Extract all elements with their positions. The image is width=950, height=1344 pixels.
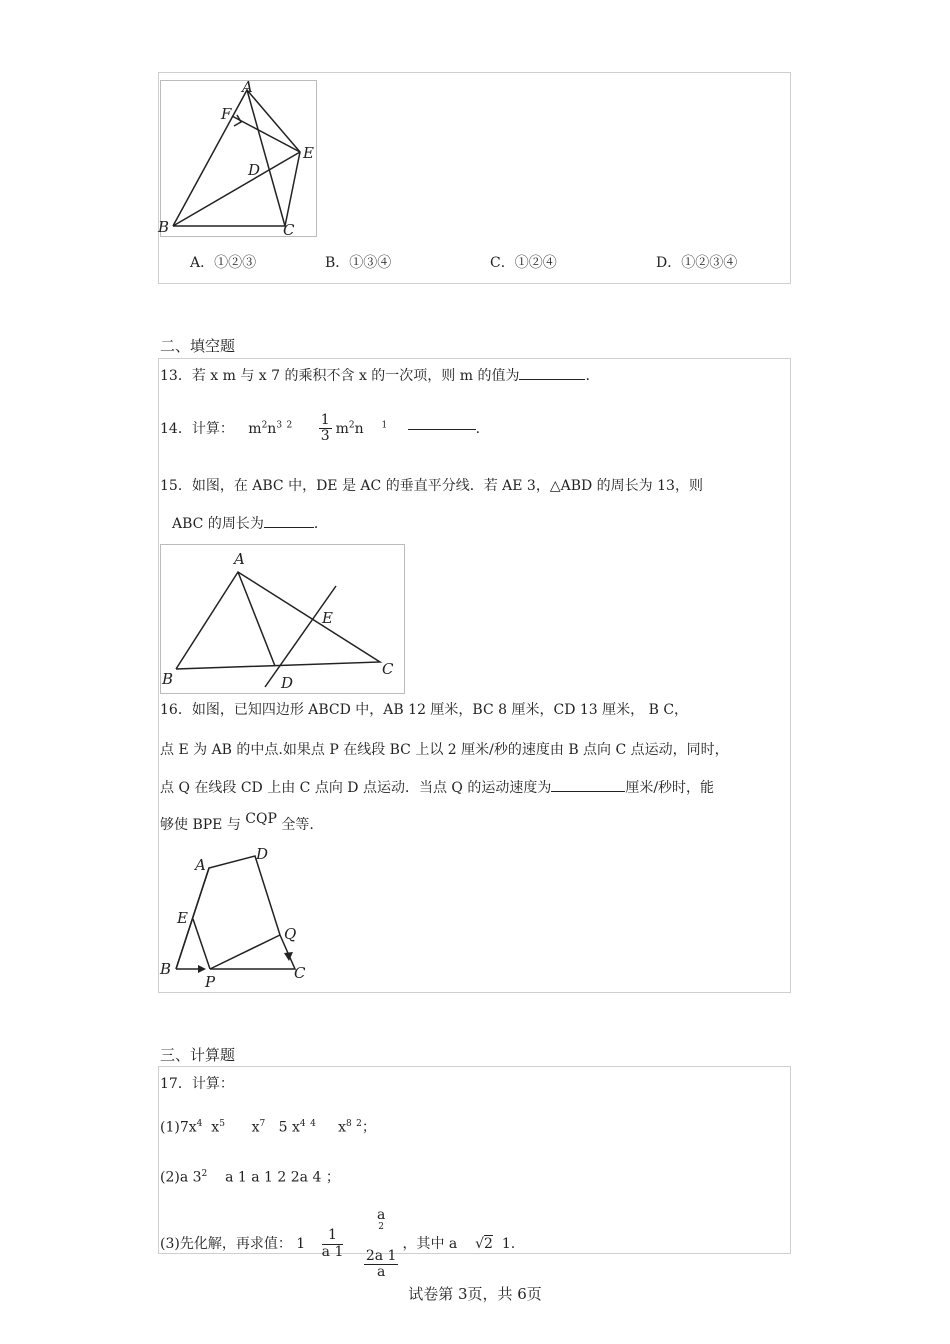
label-Q: Q (284, 925, 297, 943)
q17-fraction2: a 2 2a 1 a (365, 1207, 397, 1281)
q14-expr2: $m^2n$ $^1$ (335, 420, 388, 438)
label-E: E (303, 144, 314, 162)
q17-part3: (3)先化解，再求值： 1 $\frac{1}{a 1}$ a 2 2a 1 a ，其中 a √2 1. (160, 1207, 516, 1281)
label-A: A (195, 856, 206, 874)
q16-line4: 够使 BPE 与 CQP 全等. (160, 811, 314, 833)
label-D: D (248, 161, 261, 179)
q16-line1: 16．如图，已知四边形 ABCD 中，AB 12 厘米，BC 8 厘米，CD 13 厘米， B C， (160, 702, 689, 718)
q13-pre: 13．若 x m 与 x 7 的乘积不含 x 的一次项，则 m 的值为 (160, 368, 520, 384)
q15-line1: 15．如图，在 ABC 中，DE 是 AC 的垂直平分线．若 AE 3，△ABD 的周长为 13，则 (160, 478, 703, 494)
q13-post: . (585, 368, 590, 384)
q16-figure (158, 842, 328, 992)
label-C: C (283, 221, 295, 239)
q16-line2: 点 E 为 AB 的中点.如果点 P 在线段 BC 上以 2 厘米/秒的速度由 B 点向 C 点运动，同时， (160, 742, 729, 758)
label-F: F (221, 105, 232, 123)
q17-part1: $(1)7x^4$ $x^5$ $x^7$ 5 $x^4$ $^4$ $x^8$ $^2$； (160, 1119, 376, 1136)
label-E: E (322, 609, 333, 627)
q17-fraction1: $\frac{1}{a 1}$ (321, 1227, 344, 1260)
q16-blank[interactable] (551, 790, 625, 792)
q12-option-b: B．①③④ (325, 255, 392, 271)
label-D: D (281, 674, 294, 692)
q14-pre: 14．计算： (160, 420, 234, 437)
q14-post: . (475, 420, 481, 437)
label-P: P (205, 973, 216, 991)
q14-fraction: $\frac{1}{3}$ (320, 412, 330, 445)
label-B: B (162, 670, 174, 688)
q16-line3: 点 Q 在线段 CD 上由 C 点向 D 点运动．当点 Q 的运动速度为 厘米/秒时，能 (160, 780, 715, 796)
q12-figure (155, 78, 325, 243)
q15-blank[interactable] (264, 526, 314, 528)
q13-text (160, 369, 590, 383)
label-C: C (382, 660, 394, 678)
label-A: A (242, 78, 253, 96)
label-C: C (294, 964, 306, 982)
q12-option-a: A．①②③ (190, 255, 257, 271)
page-footer: 试卷第 3页，共 6页 (408, 1285, 542, 1303)
label-B: B (158, 218, 170, 236)
label-B: B (160, 960, 172, 978)
q15-line2: ABC 的周长为 ． (172, 516, 328, 532)
q14-expr1: $m^2n^3$ $^2$ (248, 420, 293, 438)
q12-option-c: C．①②④ (490, 255, 557, 271)
sqrt-icon: √2 (475, 1236, 493, 1253)
label-E: E (177, 909, 188, 927)
q14-text (160, 413, 480, 443)
label-A: A (234, 550, 245, 568)
q12-option-d: D．①②③④ (656, 255, 738, 271)
section3-title: 三、计算题 (160, 1046, 236, 1064)
q17-part2: (2)a $3^2$ a 1 a 1 2 2a 4 ； (160, 1169, 340, 1186)
q13-blank[interactable] (519, 378, 585, 380)
q15-figure (158, 544, 408, 694)
section2-title: 二、填空题 (160, 337, 236, 355)
label-D: D (256, 845, 269, 863)
q17-head: 17．计算： (160, 1076, 234, 1092)
q14-blank[interactable] (408, 428, 476, 430)
